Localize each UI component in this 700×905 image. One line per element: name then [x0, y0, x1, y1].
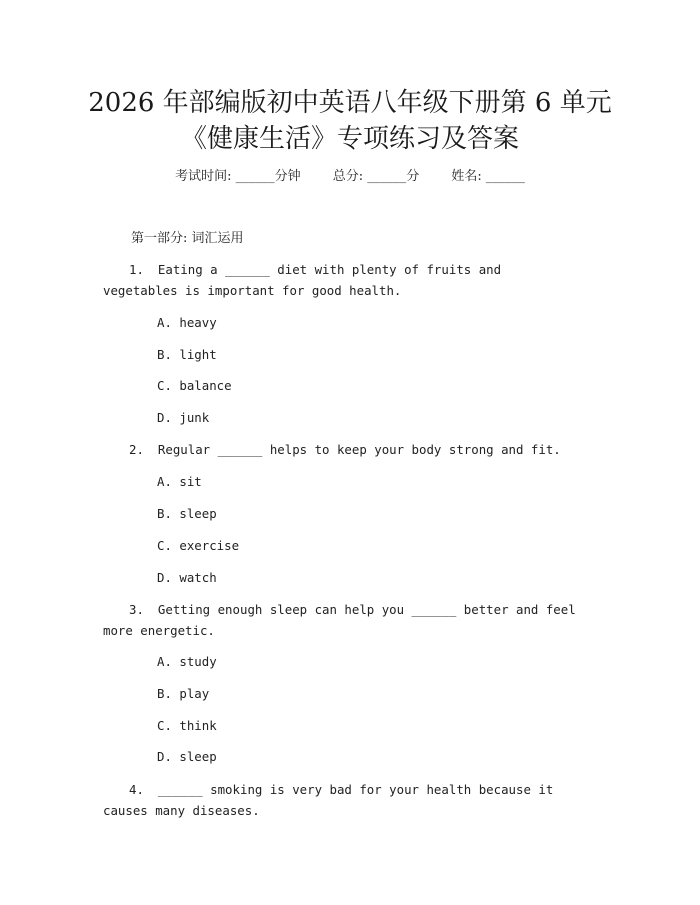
student-name-field: 姓名: ______: [451, 169, 525, 184]
document-title-line-2: 《健康生活》专项练习及答案: [180, 124, 519, 154]
question-3-option-a: A. study: [157, 654, 217, 669]
question-number: 1.: [129, 262, 144, 277]
question-2-option-a: A. sit: [157, 474, 202, 489]
question-2-option-c: C. exercise: [157, 538, 240, 553]
exam-time-field: 考试时间: ______分钟: [175, 169, 301, 184]
total-score-field: 总分: ______分: [332, 169, 420, 184]
question-1-option-a: A. heavy: [157, 315, 217, 330]
question-1-option-d: D. junk: [157, 410, 210, 425]
question-2-option-d: D. watch: [157, 570, 217, 585]
question-3: [103, 599, 581, 641]
question-text: ______ smoking is very bad for your health because it causes many diseases.: [103, 782, 554, 818]
question-2: [103, 439, 581, 460]
question-1-option-c: C. balance: [157, 378, 232, 393]
section-heading: 第一部分: 词汇运用: [131, 231, 244, 246]
document-title-line-1: 2026 年部编版初中英语八年级下册第 6 单元: [88, 88, 612, 118]
question-1-option-b: B. light: [157, 347, 217, 362]
question-number: 2.: [129, 442, 144, 457]
question-number: 4.: [129, 782, 144, 797]
exam-info-row: [0, 168, 700, 186]
question-number: 3.: [129, 602, 144, 617]
question-4: [103, 779, 581, 821]
question-text: Getting enough sleep can help you ______ better and feel more energetic.: [103, 602, 576, 638]
question-3-option-b: B. play: [157, 686, 210, 701]
question-1: [103, 259, 581, 301]
question-3-option-d: D. sleep: [157, 749, 217, 764]
question-3-option-c: C. think: [157, 718, 217, 733]
question-text: Eating a ______ diet with plenty of fruits and vegetables is important for good health.: [103, 262, 502, 298]
question-2-option-b: B. sleep: [157, 506, 217, 521]
question-text: Regular ______ helps to keep your body strong and fit.: [157, 442, 561, 457]
